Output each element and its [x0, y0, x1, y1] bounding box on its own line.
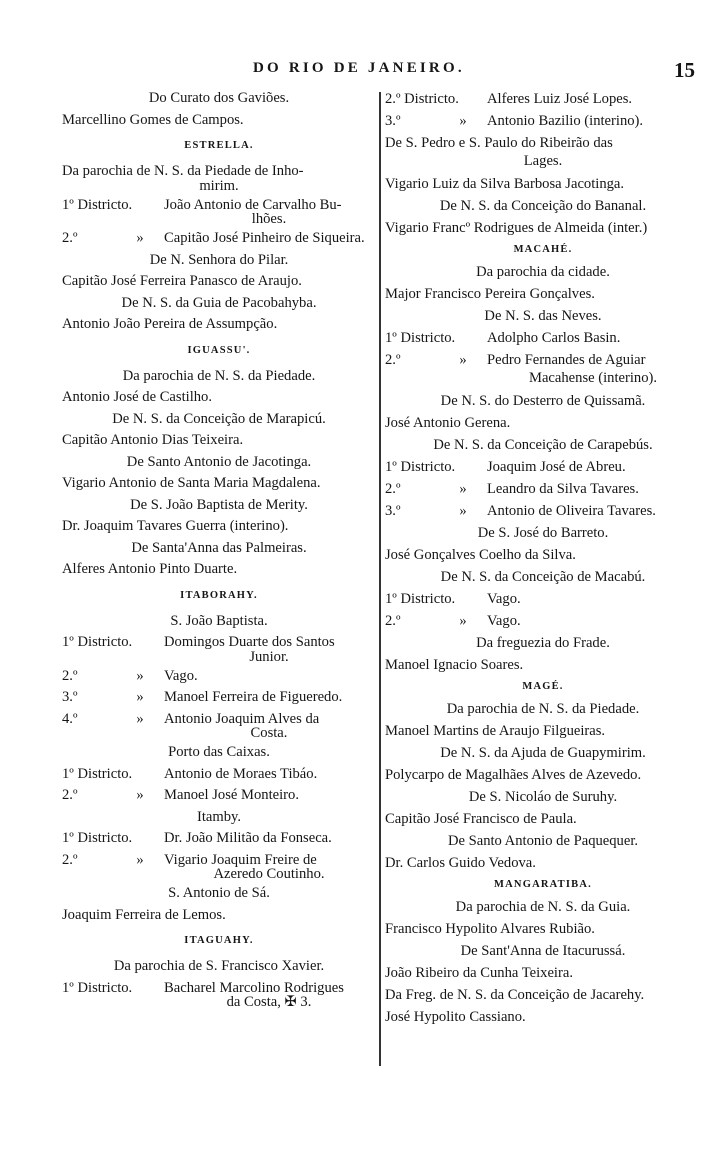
district-number: 1º Districto. — [62, 830, 133, 846]
official-name: José Antonio Gerena. — [385, 415, 511, 431]
parish-title: De S. José do Barreto. — [477, 525, 609, 541]
official-name: Capitão José Pinheiro de Siqueira. — [164, 230, 365, 246]
official-name: Antonio Joaquim Alves da — [164, 710, 320, 727]
official-name: Vigario Francº Rodrigues de Almeida (inter.) — [385, 220, 648, 236]
parish-title: De Santo Antonio de Paquequer. — [447, 833, 639, 849]
district-number: 3.º — [62, 689, 78, 705]
district-number: 3.º — [385, 113, 401, 129]
district-entry — [385, 88, 701, 110]
municipality-heading: ITAGUAHY. — [184, 935, 254, 946]
official-name: Vigario Joaquim Freire de — [164, 851, 317, 868]
district-entry — [62, 785, 376, 807]
district-entry — [385, 349, 701, 371]
official-name: Vago. — [487, 591, 521, 607]
parish-title: Porto das Caixas. — [168, 744, 270, 760]
official-name: Manoel Ferreira de Figueredo. — [164, 689, 343, 705]
parish-title: De S. Nicoláo de Suruhy. — [468, 789, 618, 805]
district-entry — [62, 978, 376, 1000]
parish-title: S. João Baptista. — [170, 612, 268, 629]
official-name: Vigario Antonio de Santa Maria Magdalena. — [62, 475, 321, 491]
official-name: Leandro da Silva Tavares. — [487, 481, 639, 497]
official-name: Major Francisco Pereira Gonçalves. — [385, 286, 595, 302]
parish-title: Da parochia de N. S. da Piedade. — [122, 367, 316, 384]
ditto-mark: » — [136, 230, 144, 246]
district-number: 2.º — [62, 787, 78, 803]
parish-title: De S. João Baptista de Merity. — [130, 496, 308, 513]
official-name: Antonio João Pereira de Assumpção. — [62, 316, 278, 332]
district-number: 1º Districto. — [62, 979, 133, 996]
official-name: Da parochia de N. S. da Piedade de Inho- — [62, 163, 304, 179]
ditto-mark: » — [459, 481, 467, 497]
district-entry — [62, 764, 376, 786]
ditto-mark: » — [459, 113, 467, 129]
continuation-line: Azeredo Coutinho. — [213, 866, 325, 882]
district-entry — [62, 195, 376, 217]
official-name: Adolpho Carlos Basin. — [487, 330, 621, 346]
official-name: Vigario Luiz da Silva Barbosa Jacotinga. — [385, 176, 625, 192]
official-name: Capitão José Ferreira Panasco de Araujo. — [62, 273, 302, 289]
official-name: José Gonçalves Coelho da Silva. — [385, 547, 576, 563]
official-name: Pedro Fernandes de Aguiar — [487, 352, 646, 368]
parish-title: De N. S. do Desterro de Quissamã. — [440, 393, 646, 409]
parish-title: Da parochia da cidade. — [476, 264, 610, 280]
right-column — [385, 88, 701, 1028]
district-entry — [385, 327, 701, 349]
official-name: Capitão José Francisco de Paula. — [385, 811, 577, 827]
continuation-line: mirim. — [199, 177, 239, 194]
official-name: Antonio de Oliveira Tavares. — [487, 503, 656, 519]
district-number: 2.º — [62, 667, 78, 684]
district-entry — [62, 828, 376, 850]
municipality-heading: ESTRELLA. — [184, 140, 254, 151]
district-number: 2.º — [62, 230, 78, 246]
official-name: José Hypolito Cassiano. — [385, 1009, 526, 1025]
ditto-mark: » — [136, 667, 144, 684]
official-name: Capitão Antonio Dias Teixeira. — [62, 432, 244, 448]
district-number: 3.º — [385, 503, 401, 519]
municipality-heading: MANGARATIBA. — [494, 879, 592, 890]
official-name: Alferes Luiz José Lopes. — [487, 91, 633, 107]
parish-title: Da parochia de N. S. da Piedade. — [446, 701, 640, 717]
parish-title: Da parochia de N. S. da Guia. — [455, 899, 631, 915]
official-name: Manoel Martins de Araujo Filgueiras. — [385, 723, 606, 739]
official-name: Bacharel Marcolino Rodrigues — [164, 979, 344, 996]
district-entry — [385, 110, 701, 132]
continuation-line: da Costa, ✠ 3. — [226, 994, 312, 1010]
district-entry — [62, 666, 376, 688]
parish-title: De N. Senhora do Pilar. — [149, 251, 289, 268]
ditto-mark: » — [136, 689, 144, 705]
parish-title: Itamby. — [196, 808, 242, 825]
official-name: João Ribeiro da Cunha Teixeira. — [385, 965, 573, 981]
official-name: Manoel José Monteiro. — [164, 787, 299, 803]
official-name: Antonio de Moraes Tibáo. — [164, 765, 318, 782]
official-name: Antonio José de Castilho. — [62, 389, 212, 405]
district-entry — [385, 500, 701, 522]
district-entry — [62, 632, 376, 654]
official-name: João Antonio de Carvalho Bu- — [164, 196, 342, 213]
official-name: Dr. Carlos Guido Vedova. — [385, 855, 536, 871]
parish-title: Do Curato dos Gaviões. — [148, 90, 290, 106]
district-entry — [62, 228, 376, 250]
district-entry — [62, 709, 376, 731]
parish-title: Da parochia de S. Francisco Xavier. — [113, 958, 325, 974]
district-number: 1º Districto. — [62, 196, 133, 213]
official-name: Manoel Ignacio Soares. — [385, 657, 524, 673]
parish-title: De N. S. da Conceição de Marapicú. — [112, 410, 326, 427]
official-name: Antonio Bazilio (interino). — [487, 113, 644, 129]
ditto-mark: » — [459, 503, 467, 519]
district-number: 2.º — [62, 851, 78, 868]
ditto-mark: » — [136, 710, 144, 727]
district-entry — [385, 588, 701, 610]
district-number: 2.º — [385, 613, 401, 629]
parish-title: De N. S. da Guia de Pacobahyba. — [121, 294, 317, 311]
parish-title: De Sant'Anna de Itacurussá. — [460, 943, 626, 959]
parish-title: Da freguezia do Frade. — [476, 635, 610, 651]
official-name: Polycarpo de Magalhães Alves de Azevedo. — [385, 767, 642, 783]
district-number: 2.º Districto. — [385, 91, 459, 107]
page-number: 15 — [674, 58, 695, 82]
official-name: Joaquim José de Abreu. — [487, 459, 626, 475]
district-number: 2.º — [385, 352, 401, 368]
district-number: 1º Districto. — [62, 765, 133, 782]
district-entry — [385, 456, 701, 478]
continuation-line: Junior. — [249, 648, 289, 665]
official-name: Dr. Joaquim Tavares Guerra (interino). — [62, 518, 289, 534]
official-name: Vago. — [164, 667, 198, 684]
official-name: Dr. João Militão da Fonseca. — [164, 830, 332, 846]
ditto-mark: » — [459, 613, 467, 629]
continuation-line: Costa. — [250, 725, 288, 741]
municipality-heading: IGUASSU'. — [187, 344, 251, 356]
district-entry — [385, 478, 701, 500]
ditto-mark: » — [136, 787, 144, 803]
official-name: Alferes Antonio Pinto Duarte. — [62, 561, 238, 577]
district-number: 1º Districto. — [62, 634, 133, 650]
continuation-line: lhões. — [251, 211, 287, 227]
parish-title: De Santa'Anna das Palmeiras. — [131, 539, 307, 556]
official-name: Domingos Duarte dos Santos — [164, 634, 335, 650]
parish-title: De N. S. da Conceição do Bananal. — [439, 198, 647, 214]
continuation-line: Macahense (interino). — [528, 370, 658, 386]
parish-title: De N. S. da Conceição de Carapebús. — [433, 437, 653, 453]
official-name: De S. Pedro e S. Paulo do Ribeirão das — [385, 135, 613, 151]
official-name: Vago. — [487, 613, 521, 629]
district-number: 2.º — [385, 481, 401, 497]
parish-title: De N. S. da Conceição de Macabú. — [440, 569, 646, 585]
district-number: 1º Districto. — [385, 330, 456, 346]
parish-title: De N. S. das Neves. — [484, 308, 602, 324]
parish-title: De Santo Antonio de Jacotinga. — [126, 453, 312, 470]
parish-title: S. Antonio de Sá. — [168, 885, 270, 901]
official-name: Francisco Hypolito Alvares Rubião. — [385, 921, 595, 937]
official-name: Joaquim Ferreira de Lemos. — [62, 906, 226, 923]
official-name: Marcellino Gomes de Campos. — [62, 111, 244, 128]
parish-title: De N. S. da Ajuda de Guapymirim. — [440, 745, 646, 761]
district-entry — [385, 610, 701, 632]
column-divider — [379, 92, 381, 1066]
left-column — [62, 88, 376, 1011]
running-header: DO RIO DE JANEIRO. — [253, 60, 465, 76]
municipality-heading: MAGÉ. — [522, 681, 564, 692]
district-number: 4.º — [62, 710, 78, 727]
district-number: 1º Districto. — [385, 591, 456, 607]
municipality-heading: ITABORAHY. — [180, 589, 258, 601]
district-entry — [62, 687, 376, 709]
municipality-heading: MACAHÉ. — [513, 244, 573, 255]
district-entry — [62, 850, 376, 872]
continuation-line: Lages. — [523, 153, 563, 169]
official-name: Da Freg. de N. S. da Conceição de Jacarehy. — [385, 987, 645, 1003]
district-number: 1º Districto. — [385, 459, 456, 475]
ditto-mark: » — [459, 352, 467, 368]
ditto-mark: » — [136, 851, 144, 868]
